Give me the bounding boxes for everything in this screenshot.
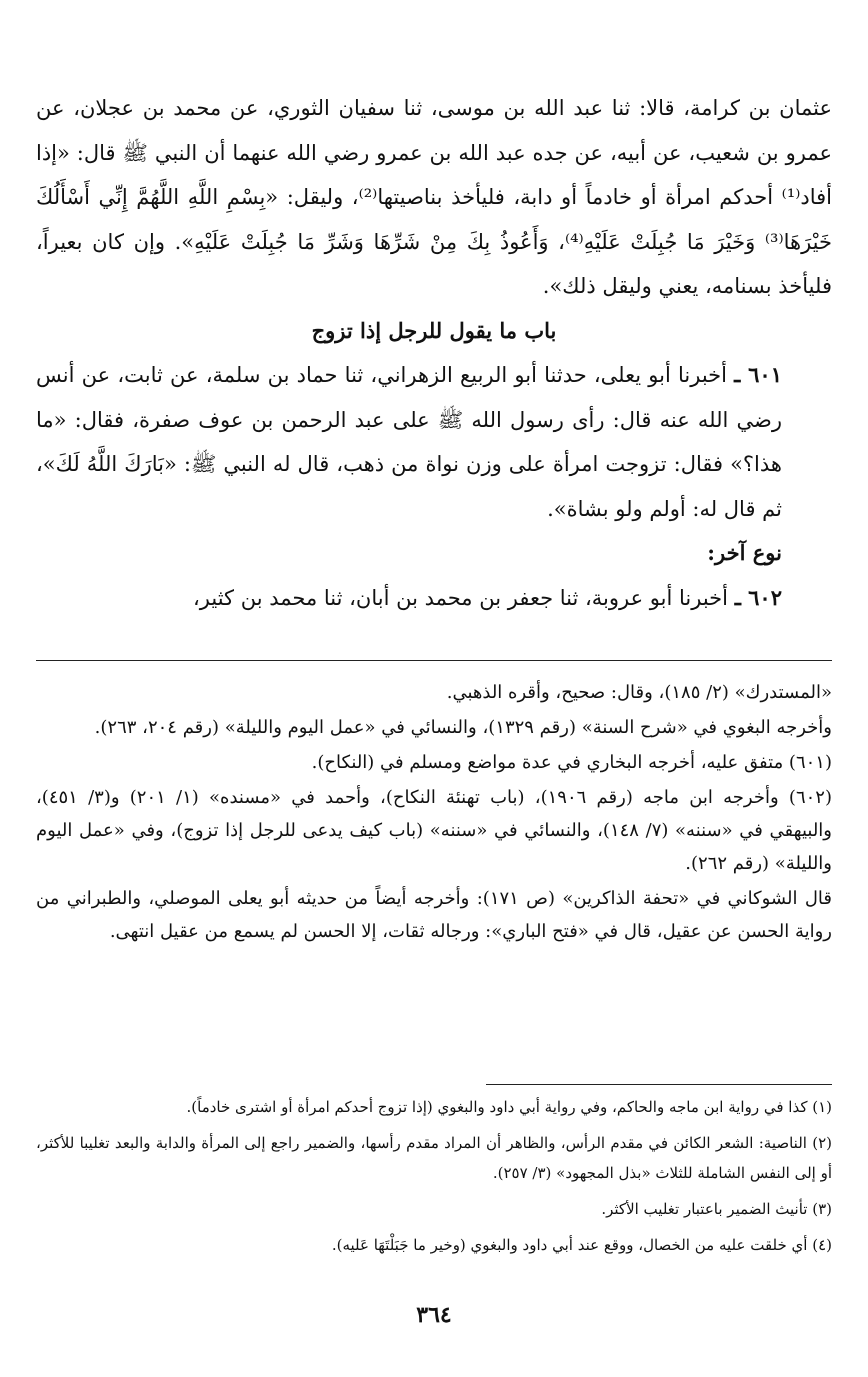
hadith-number-601: ٦٠١ ـ — [734, 362, 782, 387]
hadith-602-text: أخبرنا أبو عروبة، ثنا جعفر بن محمد بن أبان، ثنا محمد بن كثير، — [193, 585, 728, 610]
note-mustadrak: «المستدرك» (٢/ ١٨٥)، وقال: صحيح، وأقره الذهبي. — [446, 682, 832, 703]
footnote-4: (٤) أي خلقت عليه من الخصال، ووقع عند أبي داود والبغوي (وخير ما جَبَلْتَهَا عَليه). — [331, 1236, 832, 1254]
chapter-heading: باب ما يقول للرجل إذا تزوج — [311, 317, 557, 343]
page-number: ٣٦٤ — [416, 1302, 452, 1328]
takhrij-notes — [36, 676, 832, 950]
hadith-601 — [36, 353, 832, 531]
note-601: (٦٠١) متفق عليه، أخرجه البخاري في عدة مواضع ومسلم في (النكاح). — [311, 752, 832, 773]
footnote-divider — [486, 1084, 832, 1085]
footnote-3: (٣) تأنيث الضمير باعتبار تغليب الأكثر. — [601, 1200, 832, 1218]
note-shawkani: قال الشوكاني في «تحفة الذاكرين» (ص ١٧١): وأخرجه أيضاً من حديثه أبو يعلى الموصلي، والطبراني من رواية الحسن عن عقيل، قال في «فتح الباري»: ورجاله ثقات، إلا الحسن لم يسمع من عقيل انتهى. — [36, 888, 832, 942]
note-602: (٦٠٢) وأخرجه ابن ماجه (رقم ١٩٠٦)، (باب تهنئة النكاح)، وأحمد في «مسنده» (١/ ٢٠١) و(٣/ ٤٥١)، والبيهقي في «سننه» (٧/ ١٤٨)، والنسائي في «سننه» (باب كيف يدعى للرجل إذا تزوج)، وفي «عمل اليوم والليلة» (رقم ٢٦٢). — [36, 787, 832, 874]
note-baghawi: وأخرجه البغوي في «شرح السنة» (رقم ١٣٢٩)، والنسائي في «عمل اليوم والليلة» (رقم ٢٠٤، ٢٦٣). — [94, 717, 832, 738]
main-divider — [36, 660, 832, 661]
hadith-601-text: أخبرنا أبو يعلى، حدثنا أبو الربيع الزهراني، ثنا حماد بن سلمة، عن ثابت، عن أنس رضي الله عنه قال: رأى رسول الله ﷺ على عبد الرحمن بن عوف صفرة، فقال: «ما هذا؟» فقال: تزوجت امرأة على وزن نواة من ذهب، قال له النبي ﷺ: «بَارَكَ اللَّهُ لَكَ»، ثم قال له: أولم ولو بشاة». — [36, 363, 782, 521]
footnote-2: (٢) الناصية: الشعر الكائن في مقدم الرأس، والظاهر أن المراد مقدم رأسها، والضمير راجع إلى المرأة والدابة والبعد تغليبا للأكثر، أو إلى النفس الشاملة للثلاث «بذل المجهود» (٣/ ٢٥٧). — [36, 1134, 832, 1182]
sub-heading: نوع آخر: — [707, 540, 782, 565]
hadith-602 — [36, 576, 832, 621]
hadith-number-602: ٦٠٢ ـ — [734, 584, 782, 610]
footnote-1: (١) كذا في رواية ابن ماجه والحاكم، وفي رواية أبي داود والبغوي (إذا تزوج أحدكم امرأة أو اشترى خادماً). — [186, 1098, 832, 1116]
paragraph-isnad-continuation: عثمان بن كرامة، قالا: ثنا عبد الله بن موسى، ثنا سفيان الثوري، عن محمد بن عجلان، عن عمرو بن شعيب، عن أبيه، عن جده عبد الله بن عمرو رضي الله عنهما أن النبي ﷺ قال: «إذا أفاد⁽¹⁾ أحدكم امرأة أو خادماً أو دابة، فليأخذ بناصيتها⁽²⁾، وليقل: «بِسْمِ اللَّهِ اللَّهُمَّ إِنِّي أَسْأَلُكَ خَيْرَهَا⁽³⁾ وَخَيْرَ مَا جُبِلَتْ عَلَيْهِ⁽⁴⁾، وَأَعُوذُ بِكَ مِنْ شَرِّهَا وَشَرِّ مَا جُبِلَتْ عَلَيْهِ». وإن كان بعيراً، فليأخذ بسنامه، يعني وليقل ذلك». — [36, 96, 833, 298]
footnotes — [36, 1092, 832, 1266]
main-text — [36, 86, 832, 620]
